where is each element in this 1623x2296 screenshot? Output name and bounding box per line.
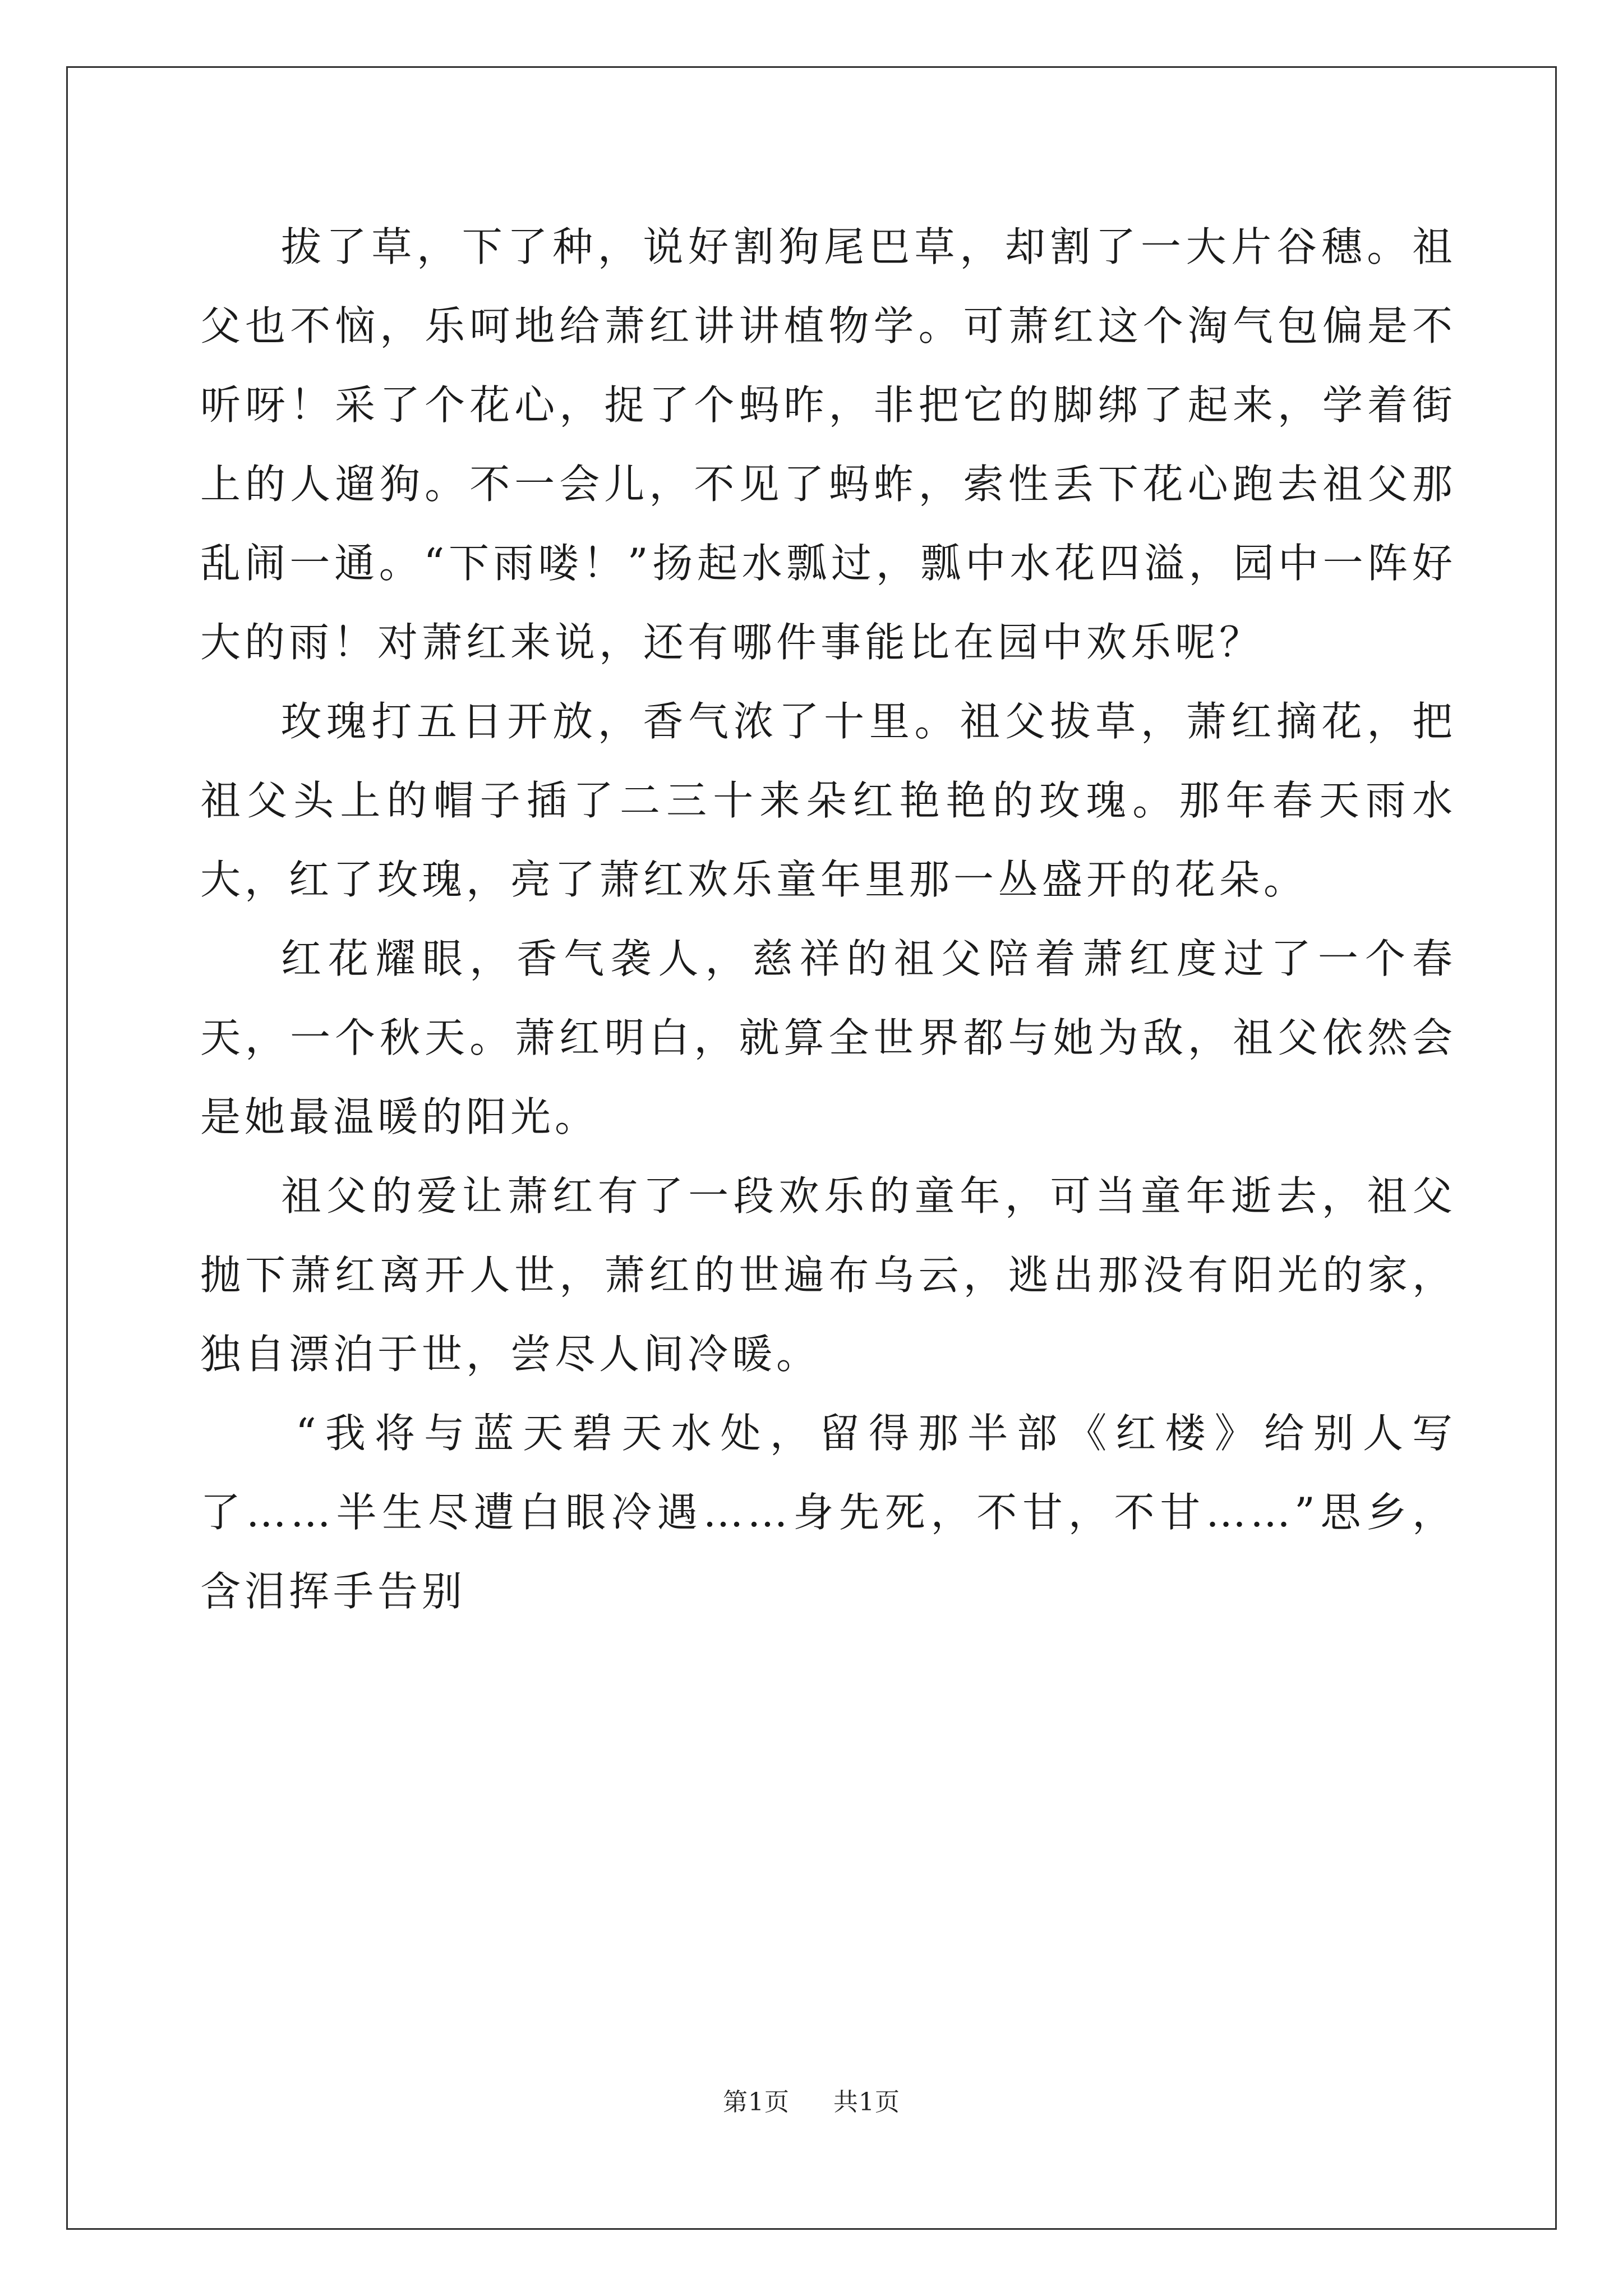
paragraph-4: 祖父的爱让萧红有了一段欢乐的童年，可当童年逝去，祖父抛下萧红离开人世，萧红的世遍布乌云，逃出那没有阳光的家，独自漂泊于世，尝尽人间冷暖。 bbox=[200, 1172, 1456, 1378]
paragraph-5: “我将与蓝天碧天水处，留得那半部《红楼》给别人写了……半生尽遭白眼冷遇……身先死，不甘，不甘……”思乡，含泪挥手告别 bbox=[200, 1410, 1456, 1615]
page-total: 共1页 bbox=[833, 2088, 900, 2116]
document-body bbox=[200, 208, 1456, 1631]
paragraph-3: 红花耀眼，香气袭人，慈祥的祖父陪着萧红度过了一个春天，一个秋天。萧红明白，就算全世界都与她为敌，祖父依然会是她最温暖的阳光。 bbox=[200, 935, 1456, 1140]
paragraph-2: 玫瑰打五日开放，香气浓了十里。祖父拔草，萧红摘花，把祖父头上的帽子插了二三十来朵红艳艳的玫瑰。那年春天雨水大，红了玫瑰，亮了萧红欢乐童年里那一丛盛开的花朵。 bbox=[200, 698, 1456, 903]
page-footer bbox=[0, 2086, 1623, 2119]
paragraph-1: 拔了草，下了种，说好割狗尾巴草，却割了一大片谷穗。祖父也不恼，乐呵地给萧红讲讲植物学。可萧红这个淘气包偏是不听呀！采了个花心，捉了个蚂昨，非把它的脚绑了起来，学着街上的人遛狗。不一会儿，不见了蚂蚱，索性丢下花心跑去祖父那乱闹一通。“下雨喽！”扬起水瓢过，瓢中水花四溢，园中一阵好大的雨！对萧红来说，还有哪件事能比在园中欢乐呢？ bbox=[200, 223, 1456, 666]
page-number: 第1页 bbox=[723, 2088, 790, 2116]
